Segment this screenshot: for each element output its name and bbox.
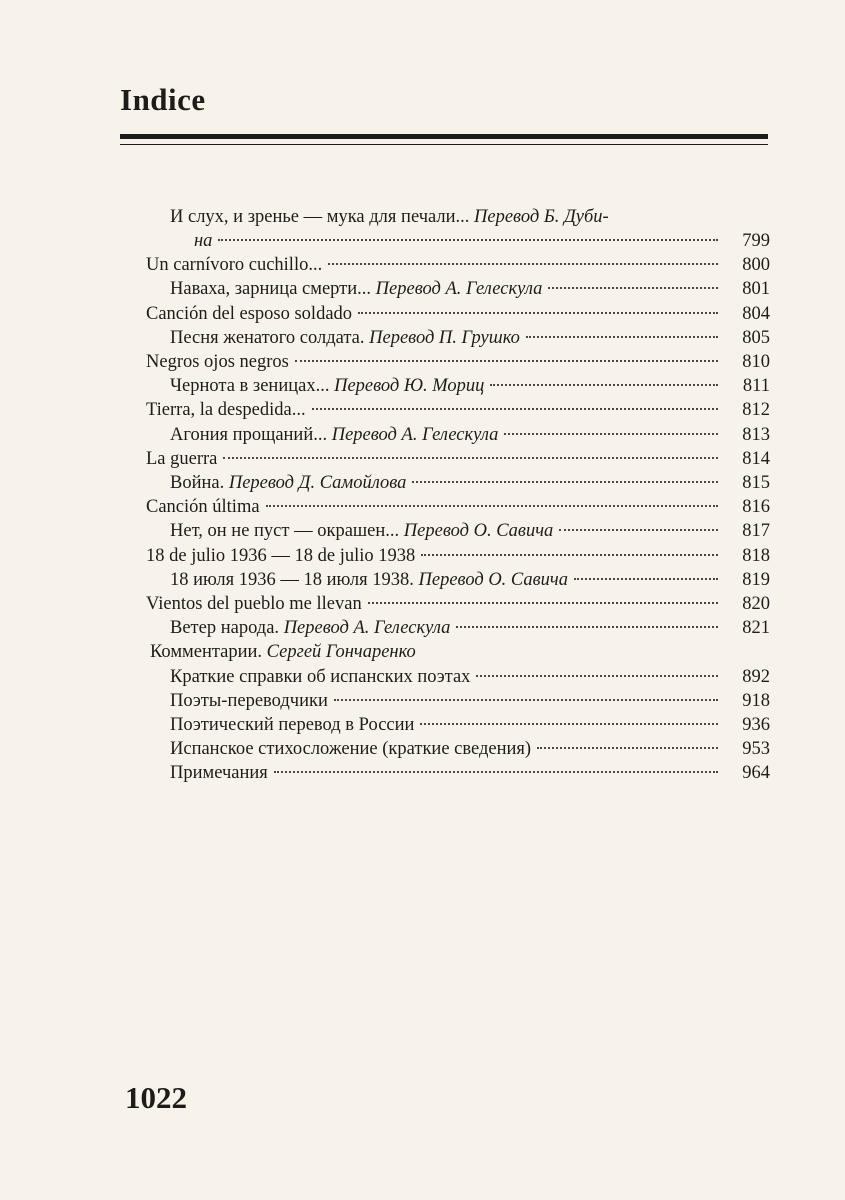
toc-entry-translator: Перевод А. Гелескула bbox=[283, 618, 451, 638]
toc-entry-text: Комментарии. bbox=[150, 642, 263, 662]
toc-entry bbox=[146, 592, 770, 616]
toc-entry-text: Испанское стихосложение (краткие сведения) bbox=[170, 739, 532, 759]
toc-entry-title bbox=[170, 665, 470, 689]
dot-leader bbox=[223, 457, 718, 459]
toc-entry bbox=[146, 302, 770, 326]
toc-entry-translator: Перевод Ю. Мориц bbox=[334, 376, 485, 396]
toc-entry-text: 18 de julio 1936 — 18 de julio 1938 bbox=[146, 546, 416, 566]
toc-entry-page: 953 bbox=[742, 739, 770, 759]
dot-leader bbox=[476, 675, 718, 677]
dot-leader bbox=[358, 312, 718, 314]
toc-entry bbox=[146, 495, 770, 519]
toc-entry-translator: Перевод А. Гелескула bbox=[375, 279, 543, 299]
toc-entry-title bbox=[170, 689, 328, 713]
toc-entry-translator: Перевод Д. Самойлова bbox=[228, 473, 407, 493]
toc-entry-page: 818 bbox=[742, 546, 770, 566]
toc-entry-page: 918 bbox=[742, 691, 770, 711]
toc-entry-text: Negros ojos negros bbox=[146, 352, 289, 372]
toc-entry-page: 892 bbox=[742, 667, 770, 687]
toc-entry-page: 813 bbox=[742, 425, 770, 445]
toc-entry bbox=[170, 519, 770, 543]
dot-leader bbox=[368, 602, 718, 604]
dot-leader bbox=[526, 336, 718, 338]
toc-entry-text: Краткие справки об испанских поэтах bbox=[170, 667, 471, 687]
toc-entry-translator: Перевод О. Савича bbox=[403, 521, 554, 541]
toc-entry-page: 964 bbox=[742, 763, 770, 783]
toc-entry bbox=[170, 713, 770, 737]
dot-leader bbox=[218, 239, 718, 241]
toc-entry bbox=[146, 447, 770, 471]
dot-leader bbox=[537, 747, 718, 749]
toc-entry-text: Ветер народа. bbox=[170, 618, 280, 638]
toc-entry bbox=[170, 616, 770, 640]
toc-entry-translator: на bbox=[194, 231, 213, 251]
dot-leader bbox=[266, 505, 718, 507]
toc-entry-page: 816 bbox=[742, 497, 770, 517]
toc-entry bbox=[170, 689, 770, 713]
toc-entry bbox=[146, 544, 770, 568]
toc-entry-page: 801 bbox=[742, 279, 770, 299]
dot-leader bbox=[504, 433, 718, 435]
dot-leader bbox=[412, 481, 718, 483]
toc-entry-page: 810 bbox=[742, 352, 770, 372]
toc-entry bbox=[170, 374, 770, 398]
dot-leader bbox=[274, 771, 718, 773]
toc-entry bbox=[170, 761, 770, 785]
toc-entry-title bbox=[170, 616, 450, 640]
toc-entry-text: Нет, он не пуст — окрашен... bbox=[170, 521, 400, 541]
dot-leader bbox=[334, 699, 718, 701]
toc-entry-title bbox=[170, 713, 414, 737]
toc-entry-text: La guerra bbox=[146, 449, 218, 469]
toc-entry-title bbox=[146, 350, 289, 374]
toc-entry-page: 814 bbox=[742, 449, 770, 469]
toc-entry-page: 815 bbox=[742, 473, 770, 493]
toc-entry bbox=[146, 350, 770, 374]
toc-entry bbox=[170, 326, 770, 350]
dot-leader bbox=[456, 626, 718, 628]
toc-entry-text: Примечания bbox=[170, 763, 268, 783]
dot-leader bbox=[421, 554, 718, 556]
toc-entry-page: 812 bbox=[742, 400, 770, 420]
toc-entry-page: 820 bbox=[742, 594, 770, 614]
toc-entry-page: 936 bbox=[742, 715, 770, 735]
toc-entry-page: 805 bbox=[742, 328, 770, 348]
toc-entry-title bbox=[170, 471, 406, 495]
toc-entry-title bbox=[170, 374, 484, 398]
toc-entry-text: Наваха, зарница смерти... bbox=[170, 279, 372, 299]
toc-entry bbox=[170, 277, 770, 301]
toc-entry-title bbox=[170, 737, 531, 761]
toc-entry-text: Песня женатого солдата. bbox=[170, 328, 365, 348]
dot-leader bbox=[312, 408, 718, 410]
dot-leader bbox=[328, 263, 718, 265]
toc-entry-title bbox=[146, 495, 260, 519]
toc-entry-title bbox=[170, 205, 609, 229]
dot-leader bbox=[548, 287, 718, 289]
toc-entry-title bbox=[170, 326, 520, 350]
toc-entry-translator: Перевод П. Грушко bbox=[369, 328, 520, 348]
toc-entry-page: 811 bbox=[742, 376, 770, 396]
toc-entry-title bbox=[170, 519, 553, 543]
toc-entry bbox=[150, 640, 770, 664]
toc-entry-text: Поэтический перевод в России bbox=[170, 715, 415, 735]
toc-entry bbox=[146, 398, 770, 422]
dot-leader bbox=[574, 578, 718, 580]
toc-entry bbox=[170, 471, 770, 495]
toc-entry-text: Canción última bbox=[146, 497, 260, 517]
toc-entry-translator: Сергей Гончаренко bbox=[266, 642, 416, 662]
toc-entry bbox=[170, 205, 770, 229]
toc-entry-text: Canción del esposo soldado bbox=[146, 304, 353, 324]
toc-entry-translator: Перевод Б. Дуби- bbox=[474, 207, 609, 227]
toc-entry-title bbox=[146, 253, 322, 277]
toc-entry-page: 817 bbox=[742, 521, 770, 541]
toc-entry-title bbox=[170, 277, 542, 301]
toc-entry-translator: Перевод О. Савича bbox=[418, 570, 569, 590]
toc-entry bbox=[170, 568, 770, 592]
toc-entry-title bbox=[170, 761, 268, 785]
toc-entry-title bbox=[146, 592, 362, 616]
heading-rule-thick bbox=[120, 134, 768, 139]
toc-entry-title bbox=[170, 568, 568, 592]
toc-entry bbox=[194, 229, 770, 253]
heading-rule-thin bbox=[120, 144, 768, 145]
toc-entry-page: 821 bbox=[742, 618, 770, 638]
toc-entry-text: Поэты-переводчики bbox=[170, 691, 328, 711]
toc-entry-text: Чернота в зеницах... bbox=[170, 376, 330, 396]
toc-entry-text: И слух, и зренье — мука для печали... bbox=[170, 207, 470, 227]
dot-leader bbox=[490, 384, 718, 386]
toc-entry-page: 804 bbox=[742, 304, 770, 324]
toc-entry-title bbox=[146, 447, 217, 471]
dot-leader bbox=[295, 360, 718, 362]
toc-entry bbox=[170, 665, 770, 689]
toc-entry bbox=[170, 737, 770, 761]
toc-entry-text: Vientos del pueblo me llevan bbox=[146, 594, 362, 614]
toc-entry-text: Tierra, la despedida... bbox=[146, 400, 306, 420]
toc-entry-translator: Перевод А. Гелескула bbox=[331, 425, 499, 445]
toc-entry-title bbox=[150, 640, 416, 664]
index-heading: Indice bbox=[120, 82, 206, 117]
toc-entry-text: 18 июля 1936 — 18 июля 1938. bbox=[170, 570, 414, 590]
toc-entry-page: 799 bbox=[742, 231, 770, 251]
toc-entry-page: 819 bbox=[742, 570, 770, 590]
toc-entry-title bbox=[146, 302, 352, 326]
toc-entry-text: Un carnívoro cuchillo... bbox=[146, 255, 323, 275]
toc-entry-title bbox=[170, 423, 498, 447]
toc-entry-text: Агония прощаний... bbox=[170, 425, 328, 445]
page-number: 1022 bbox=[125, 1080, 187, 1115]
toc-entry-title bbox=[194, 229, 212, 253]
toc-entry bbox=[146, 253, 770, 277]
toc-entry bbox=[170, 423, 770, 447]
toc-entry-title bbox=[146, 544, 415, 568]
dot-leader bbox=[559, 529, 718, 531]
toc-entry-text: Война. bbox=[170, 473, 225, 493]
toc-entry-title bbox=[146, 398, 306, 422]
dot-leader bbox=[420, 723, 718, 725]
toc-entry-page: 800 bbox=[742, 255, 770, 275]
